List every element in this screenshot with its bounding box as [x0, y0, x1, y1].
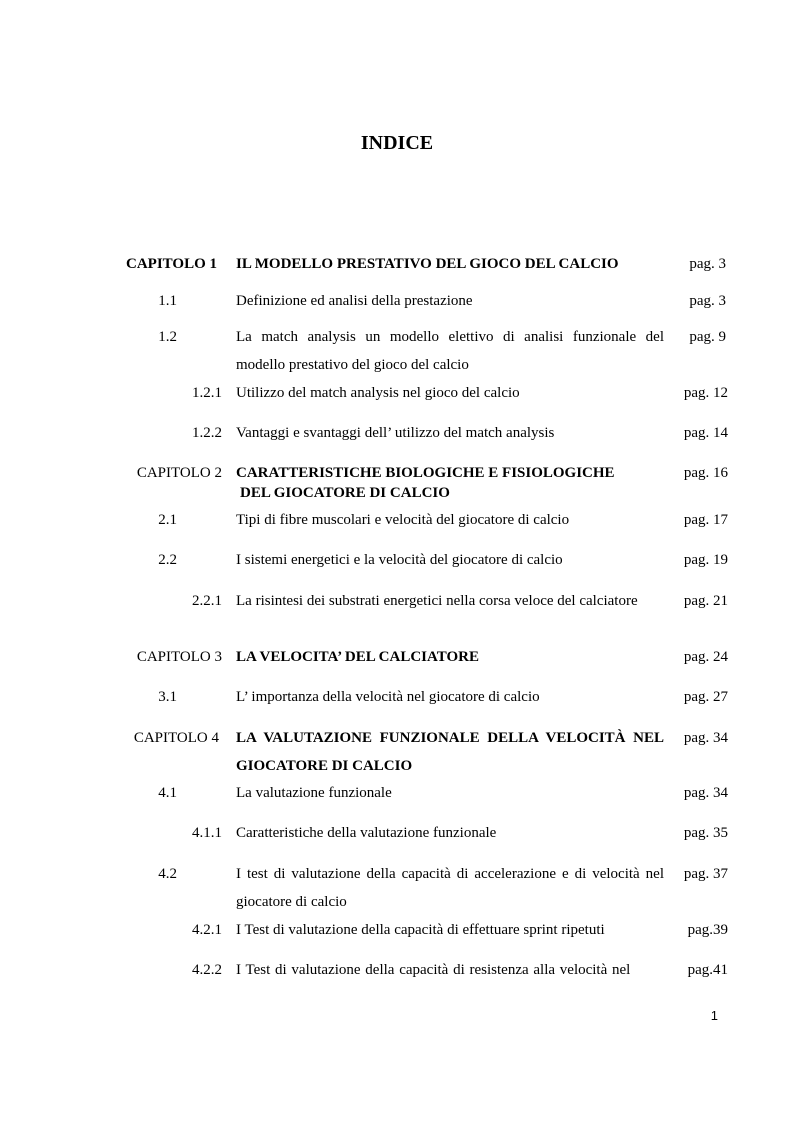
toc-entry-number: 1.2.2	[192, 425, 222, 441]
toc-entry-title: I test di valutazione della capacità di accelerazione e di velocità nel giocatore di calcio	[236, 866, 664, 910]
toc-entry-title-line: CARATTERISTICHE BIOLOGICHE E FISIOLOGICHE	[236, 465, 615, 481]
toc-entry-number: 3.1	[158, 689, 177, 705]
toc-entry-title-line: DEL GIOCATORE DI CALCIO	[240, 485, 450, 501]
toc-entry-number: CAPITOLO 3	[136, 649, 222, 665]
toc-entry-number: 4.2	[158, 866, 177, 882]
toc-entry-title: LA VELOCITA’ DEL CALCIATORE	[236, 649, 479, 665]
toc-entry-title: I Test di valutazione della capacità di resistenza alla velocità nel	[236, 962, 631, 978]
toc-entry-page: pag. 14	[683, 425, 728, 441]
toc-entry-number: 4.2.1	[192, 922, 222, 938]
toc-entry-page: pag. 34	[683, 785, 728, 801]
toc-entry-title: I Test di valutazione della capacità di effettuare sprint ripetuti	[236, 922, 605, 938]
toc-entry-page: pag. 24	[683, 649, 728, 665]
toc-entry-title: Utilizzo del match analysis nel gioco del calcio	[236, 385, 520, 401]
toc-entry-page: pag. 21	[683, 593, 728, 609]
toc-entry-number: 2.1	[158, 512, 177, 528]
toc-entry-page: pag. 27	[683, 689, 728, 705]
toc-entry-title: IL MODELLO PRESTATIVO DEL GIOCO DEL CALCIO	[236, 256, 619, 272]
toc-entry-title	[236, 463, 664, 503]
toc-entry-number: 4.1.1	[192, 825, 222, 841]
toc-entry-number: CAPITOLO 1	[126, 256, 217, 272]
page-title: INDICE	[360, 132, 434, 154]
toc-entry-number: 1.2	[158, 329, 177, 345]
toc-entry-title: La match analysis un modello elettivo di analisi funzionale del modello prestativo del gioco del calcio	[236, 329, 664, 373]
toc-entry-number: 2.2.1	[192, 593, 222, 609]
toc-entry-page: pag. 16	[683, 465, 728, 481]
toc-entry-page: pag. 12	[683, 385, 728, 401]
toc-entry-title: Definizione ed analisi della prestazione	[236, 293, 473, 309]
toc-entry-number: 4.2.2	[192, 962, 222, 978]
toc-entry-page: pag. 37	[683, 866, 728, 882]
toc-entry-page: pag. 35	[683, 825, 728, 841]
toc-entry-number: CAPITOLO 4	[133, 730, 219, 746]
toc-entry-number: 1.2.1	[192, 385, 222, 401]
toc-entry-title: Caratteristiche della valutazione funzionale	[236, 825, 497, 841]
toc-entry-title: La risintesi dei substrati energetici nella corsa veloce del calciatore	[236, 593, 638, 609]
toc-entry-number: 4.1	[158, 785, 177, 801]
toc-entry-title: Vantaggi e svantaggi dell’ utilizzo del match analysis	[236, 425, 555, 441]
toc-entry-number: 2.2	[158, 552, 177, 568]
toc-entry-page: pag. 3	[689, 293, 726, 309]
toc-entry-title: I sistemi energetici e la velocità del giocatore di calcio	[236, 552, 563, 568]
toc-entry-number: CAPITOLO 2	[136, 465, 222, 481]
toc-entry-page: pag. 3	[689, 256, 726, 272]
page-number: 1	[710, 1008, 718, 1023]
toc-entry-title: Tipi di fibre muscolari e velocità del giocatore di calcio	[236, 512, 570, 528]
toc-entry-title: LA VALUTAZIONE FUNZIONALE DELLA VELOCITÀ NEL GIOCATORE DI CALCIO	[236, 730, 664, 774]
toc-entry-page: pag. 34	[683, 730, 728, 746]
toc-entry-page: pag.41	[687, 962, 728, 978]
toc-entry-title: L’ importanza della velocità nel giocatore di calcio	[236, 689, 540, 705]
toc-entry-page: pag.39	[687, 922, 728, 938]
toc-entry-page: pag. 9	[689, 329, 726, 345]
toc-entry-page: pag. 19	[683, 552, 728, 568]
toc-entry-page: pag. 17	[683, 512, 728, 528]
toc-entry-number: 1.1	[158, 293, 177, 309]
toc-entry-title: La valutazione funzionale	[236, 785, 392, 801]
